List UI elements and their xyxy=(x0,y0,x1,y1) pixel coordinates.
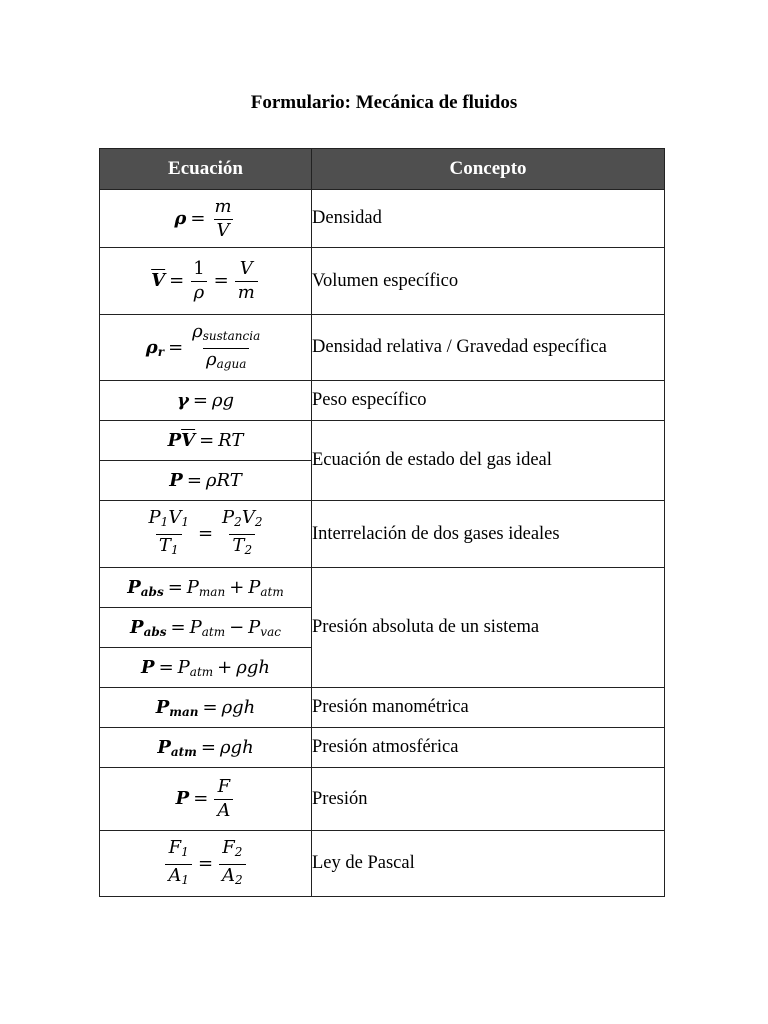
equation-specific-weight: γ = ρg xyxy=(100,381,312,421)
concept-cell: Presión absoluta de un sistema xyxy=(312,568,665,688)
equation-abs-1: $P_{abs} = P_{man} + P_{atm}$ xyxy=(100,568,312,608)
table-header-row xyxy=(100,149,665,190)
table-row xyxy=(100,568,665,608)
equation-pascal: $\frac{F_1}{A_1}$ = $\frac{F_2}{A_2}$ xyxy=(100,831,312,897)
concept-cell: Ley de Pascal xyxy=(312,831,665,897)
equation-ideal-gas-1: $P\overline{V}$ = RT xyxy=(100,421,312,461)
equation-relative-density: $\rho_r$ = $\frac{\rho_{sustancia}}{\rho_{agua}}$ xyxy=(100,315,312,381)
concept-cell: Ecuación de estado del gas ideal xyxy=(312,421,665,501)
concept-cell: Densidad relativa / Gravedad específica xyxy=(312,315,665,381)
table-row xyxy=(100,315,665,381)
concept-cell: Presión xyxy=(312,768,665,831)
equation-density: ρ = $\frac{m}{V}$ xyxy=(100,190,312,248)
equation-pressure: P = $\frac{F}{A}$ xyxy=(100,768,312,831)
equation-abs-3: $P = P_{atm} + \rho gh$ xyxy=(100,648,312,688)
concept-cell: Presión atmosférica xyxy=(312,728,665,768)
concept-cell: Volumen específico xyxy=(312,248,665,315)
header-concept: Concepto xyxy=(312,149,665,190)
equation-specific-volume: $\overline{V}$ = $\frac{1}{\rho}$ = $\frac{V}{m}$ xyxy=(100,248,312,315)
table-row xyxy=(100,768,665,831)
table-row xyxy=(100,501,665,568)
concept-cell: Peso específico xyxy=(312,381,665,421)
header-equation: Ecuación xyxy=(100,149,312,190)
concept-cell: Presión manométrica xyxy=(312,688,665,728)
table-row xyxy=(100,688,665,728)
concept-cell: Densidad xyxy=(312,190,665,248)
table-row xyxy=(100,190,665,248)
formula-table xyxy=(99,148,665,897)
table-row xyxy=(100,421,665,461)
equation-abs-2: $P_{abs} = P_{atm} - P_{vac}$ xyxy=(100,608,312,648)
equation-ideal-gas-2: P = ρRT xyxy=(100,461,312,501)
equation-gauge: $P_{man} = \rho gh$ xyxy=(100,688,312,728)
concept-cell: Interrelación de dos gases ideales xyxy=(312,501,665,568)
equation-two-gases: $\frac{P_1V_1}{T_1}$ = $\frac{P_2V_2}{T_2}$ xyxy=(100,501,312,568)
equation-atmospheric: $P_{atm} = \rho gh$ xyxy=(100,728,312,768)
page-title: Formulario: Mecánica de fluidos xyxy=(250,92,518,113)
table-row xyxy=(100,381,665,421)
table-row xyxy=(100,728,665,768)
table-row xyxy=(100,831,665,897)
table-row xyxy=(100,248,665,315)
